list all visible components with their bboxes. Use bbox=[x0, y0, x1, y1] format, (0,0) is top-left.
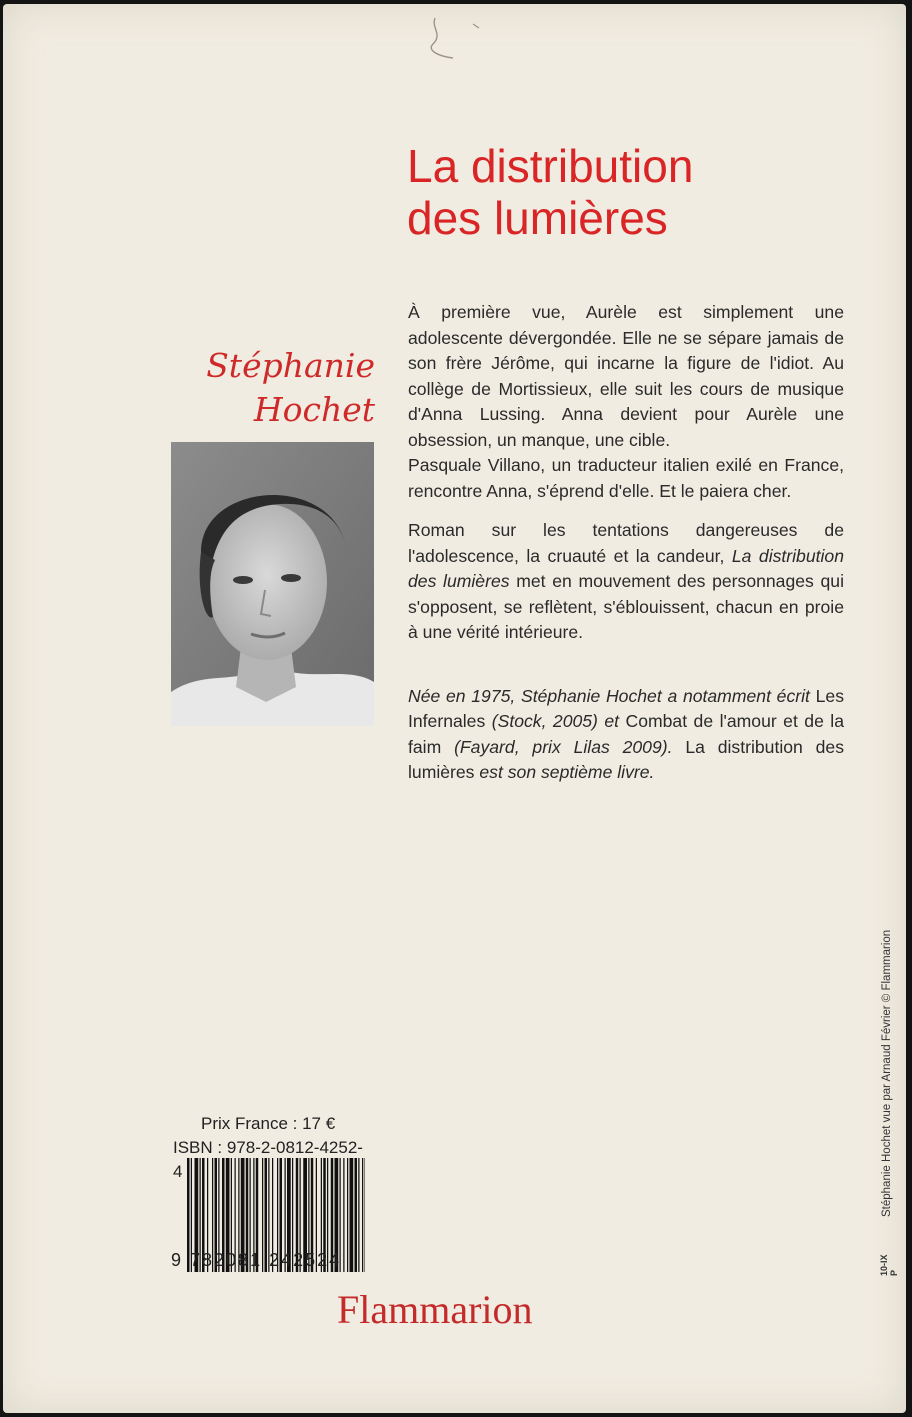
bio-part-5: (Fayard, prix Lilas 2009). bbox=[454, 736, 673, 757]
isbn-label: ISBN : 978-2-0812-4252-4 bbox=[173, 1138, 363, 1181]
author-bio bbox=[408, 684, 844, 786]
author-photo bbox=[171, 442, 374, 726]
book-back-cover bbox=[3, 4, 906, 1413]
photo-credit: Stéphanie Hochet vue par Arnaud Février © Flammarion bbox=[881, 929, 893, 1217]
bio-part-2: Les Infernales bbox=[408, 685, 844, 731]
bio-part-1: Née en 1975, Stéphanie Hochet a notamment écrit bbox=[408, 685, 810, 706]
bio-part-4: Combat de l'amour et de la faim bbox=[408, 711, 844, 757]
blurb-title-reference: La distribution des lumières bbox=[408, 545, 844, 591]
author-portrait-image bbox=[171, 442, 374, 726]
print-code: 10-IX P bbox=[879, 1254, 899, 1276]
blurb-paragraph-3 bbox=[408, 518, 844, 646]
author-name bbox=[153, 344, 375, 432]
barcode-digits: 9 782081 242524 bbox=[171, 1250, 342, 1270]
title-line-2: des lumières bbox=[407, 192, 668, 244]
price-label: Prix France : 17 € bbox=[201, 1114, 336, 1133]
bio-part-6: La distribution des lumières bbox=[408, 736, 845, 782]
blurb-text-a: Roman sur les tentations dangereuses de l'adolescence, la cruauté et la candeur, bbox=[408, 520, 844, 566]
title-line-1: La distribution bbox=[407, 140, 694, 192]
bio-part-7: est son septième livre. bbox=[479, 762, 655, 782]
paper-crease-mark bbox=[413, 10, 493, 70]
blurb-text-b: met en mouvement des personnages qui s'opposent, se reflètent, s'éblouissent, chacun en proie à une vérité intérieure. bbox=[408, 571, 844, 642]
author-first-name: Stéphanie bbox=[206, 346, 375, 385]
back-cover-blurb bbox=[408, 300, 844, 786]
publisher-logo: Flammarion bbox=[337, 1287, 533, 1332]
author-last-name: Hochet bbox=[253, 390, 375, 429]
bio-part-3: (Stock, 2005) et bbox=[491, 711, 620, 731]
blurb-paragraph-1: À première vue, Aurèle est simplement une adolescente dévergondée. Elle ne se sépare jamais de son frère Jérôme, qui incarne la figure de l'idiot. Au collège de Mortissieux, elle suit les cours de musique d'Anna Lussing. Anna devient pour Aurèle une obsession, un manque, une cible. bbox=[408, 302, 844, 450]
book-title bbox=[407, 140, 867, 244]
blurb-paragraph-2: Pasquale Villano, un traducteur italien exilé en France, rencontre Anna, s'éprend d'elle. Et le paiera cher. bbox=[408, 455, 844, 501]
